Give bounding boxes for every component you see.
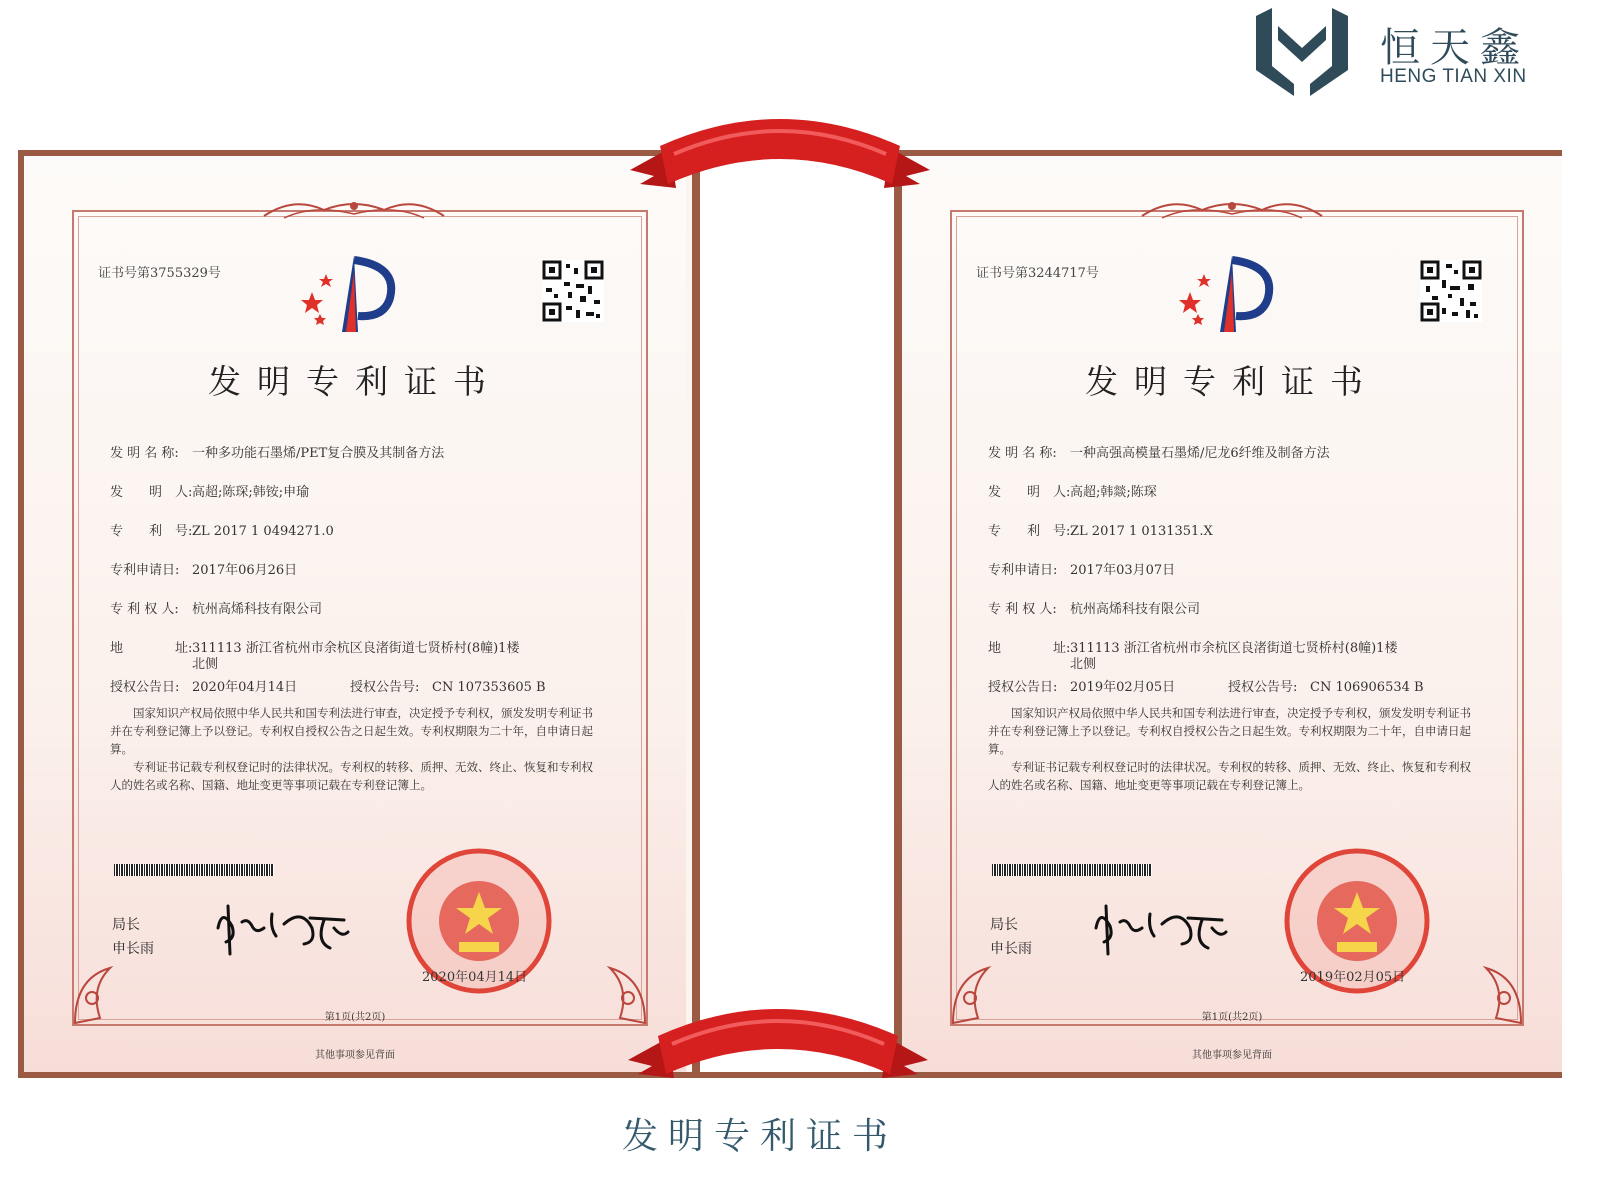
page-number: 第1页(共2页) (1201, 1012, 1263, 1023)
field-inventors: 发 明 人:高超;陈琛;韩铵;申瑜 (110, 485, 310, 500)
field-address: 地 址:311113 浙江省杭州市余杭区良渚街道七贤桥村(8幢)1楼 (110, 641, 520, 656)
signer-name: 申长雨 (990, 941, 1032, 957)
footnote: 其他事项参见背面 (1192, 1050, 1272, 1061)
certificate-left (24, 156, 686, 1072)
signature-icon (212, 898, 352, 958)
brand-name-en: HENG TIAN XIN (1380, 66, 1527, 87)
qr-code-icon (542, 260, 604, 322)
hengtianxin-logo-icon (1252, 4, 1352, 96)
field-patent-number: 专 利 号:ZL 2017 1 0131351.X (988, 524, 1213, 539)
field-grant-number: 授权公告号: CN 106906534 B (1228, 680, 1424, 695)
field-grant-number: 授权公告号: CN 107353605 B (350, 680, 546, 695)
field-application-date: 专利申请日: 2017年03月07日 (988, 563, 1176, 578)
signature-icon (1090, 898, 1230, 958)
top-ornament-icon (254, 196, 454, 222)
footnote: 其他事项参见背面 (315, 1050, 395, 1061)
page-caption: 发明专利证书 (621, 1116, 898, 1157)
bottom-ribbon-icon (608, 990, 948, 1086)
certificate-frame (18, 150, 1562, 1078)
field-invention-name: 发 明 名 称: 一种高强高模量石墨烯/尼龙6纤维及制备方法 (988, 446, 1330, 461)
qr-code-icon (1420, 260, 1482, 322)
certificate-title: 发明专利证书 (1085, 362, 1379, 401)
top-ornament-icon (1132, 196, 1332, 222)
legal-paragraph-2: 专利证书记载专利权登记时的法律状况。专利权的转移、质押、无效、终止、恢复和专利权人的姓名或名称、国籍、地址变更等事项记载在专利登记簿上。 (110, 760, 593, 792)
field-address-cont: 北侧 (1070, 657, 1097, 672)
legal-paragraph-1: 国家知识产权局依照中华人民共和国专利法进行审查，决定授予专利权，颁发发明专利证书并在专利登记簿上予以登记。专利权自授权公告之日起生效。专利权期限为二十年，自申请日起算。 (988, 706, 1471, 756)
legal-paragraph-1: 国家知识产权局依照中华人民共和国专利法进行审查，决定授予专利权，颁发发明专利证书并在专利登记簿上予以登记。专利权自授权公告之日起生效。专利权期限为二十年，自申请日起算。 (110, 706, 593, 756)
field-application-date: 专利申请日: 2017年06月26日 (110, 563, 298, 578)
cnipa-emblem-icon (298, 252, 402, 334)
field-address-cont: 北侧 (192, 657, 219, 672)
brand-logo (1252, 4, 1552, 96)
top-ribbon-icon (630, 100, 930, 196)
cnipa-emblem-icon (1176, 252, 1280, 334)
field-invention-name: 发 明 名 称: 一种多功能石墨烯/PET复合膜及其制备方法 (110, 446, 445, 461)
signer-name: 申长雨 (112, 941, 154, 957)
certificate-title: 发明专利证书 (208, 362, 502, 401)
barcode-icon (114, 864, 274, 876)
field-patent-number: 专 利 号:ZL 2017 1 0494271.0 (110, 524, 334, 539)
field-grant-date: 授权公告日: 2019年02月05日 (988, 680, 1176, 695)
field-patentee: 专 利 权 人: 杭州高烯科技有限公司 (988, 602, 1201, 617)
signer-role: 局长 (112, 917, 140, 933)
page-number: 第1页(共2页) (324, 1012, 386, 1023)
field-inventors: 发 明 人:高超;韩燚;陈琛 (988, 485, 1157, 500)
field-address: 地 址:311113 浙江省杭州市余杭区良渚街道七贤桥村(8幢)1楼 (988, 641, 1398, 656)
legal-paragraph-2: 专利证书记载专利权登记时的法律状况。专利权的转移、质押、无效、终止、恢复和专利权人的姓名或名称、国籍、地址变更等事项记载在专利登记簿上。 (988, 760, 1471, 792)
seal-date: 2020年04月14日 (422, 970, 528, 985)
certificate-number: 证书号第3755329号 (98, 266, 221, 281)
brand-name-cn: 恒天鑫 (1380, 25, 1530, 71)
field-grant-date: 授权公告日: 2020年04月14日 (110, 680, 298, 695)
certificate-number: 证书号第3244717号 (976, 266, 1099, 281)
certificate-right (902, 156, 1562, 1072)
frame-gap (700, 156, 894, 1072)
barcode-icon (992, 864, 1152, 876)
seal-date: 2019年02月05日 (1300, 970, 1406, 985)
field-patentee: 专 利 权 人: 杭州高烯科技有限公司 (110, 602, 323, 617)
signer-role: 局长 (990, 917, 1018, 933)
